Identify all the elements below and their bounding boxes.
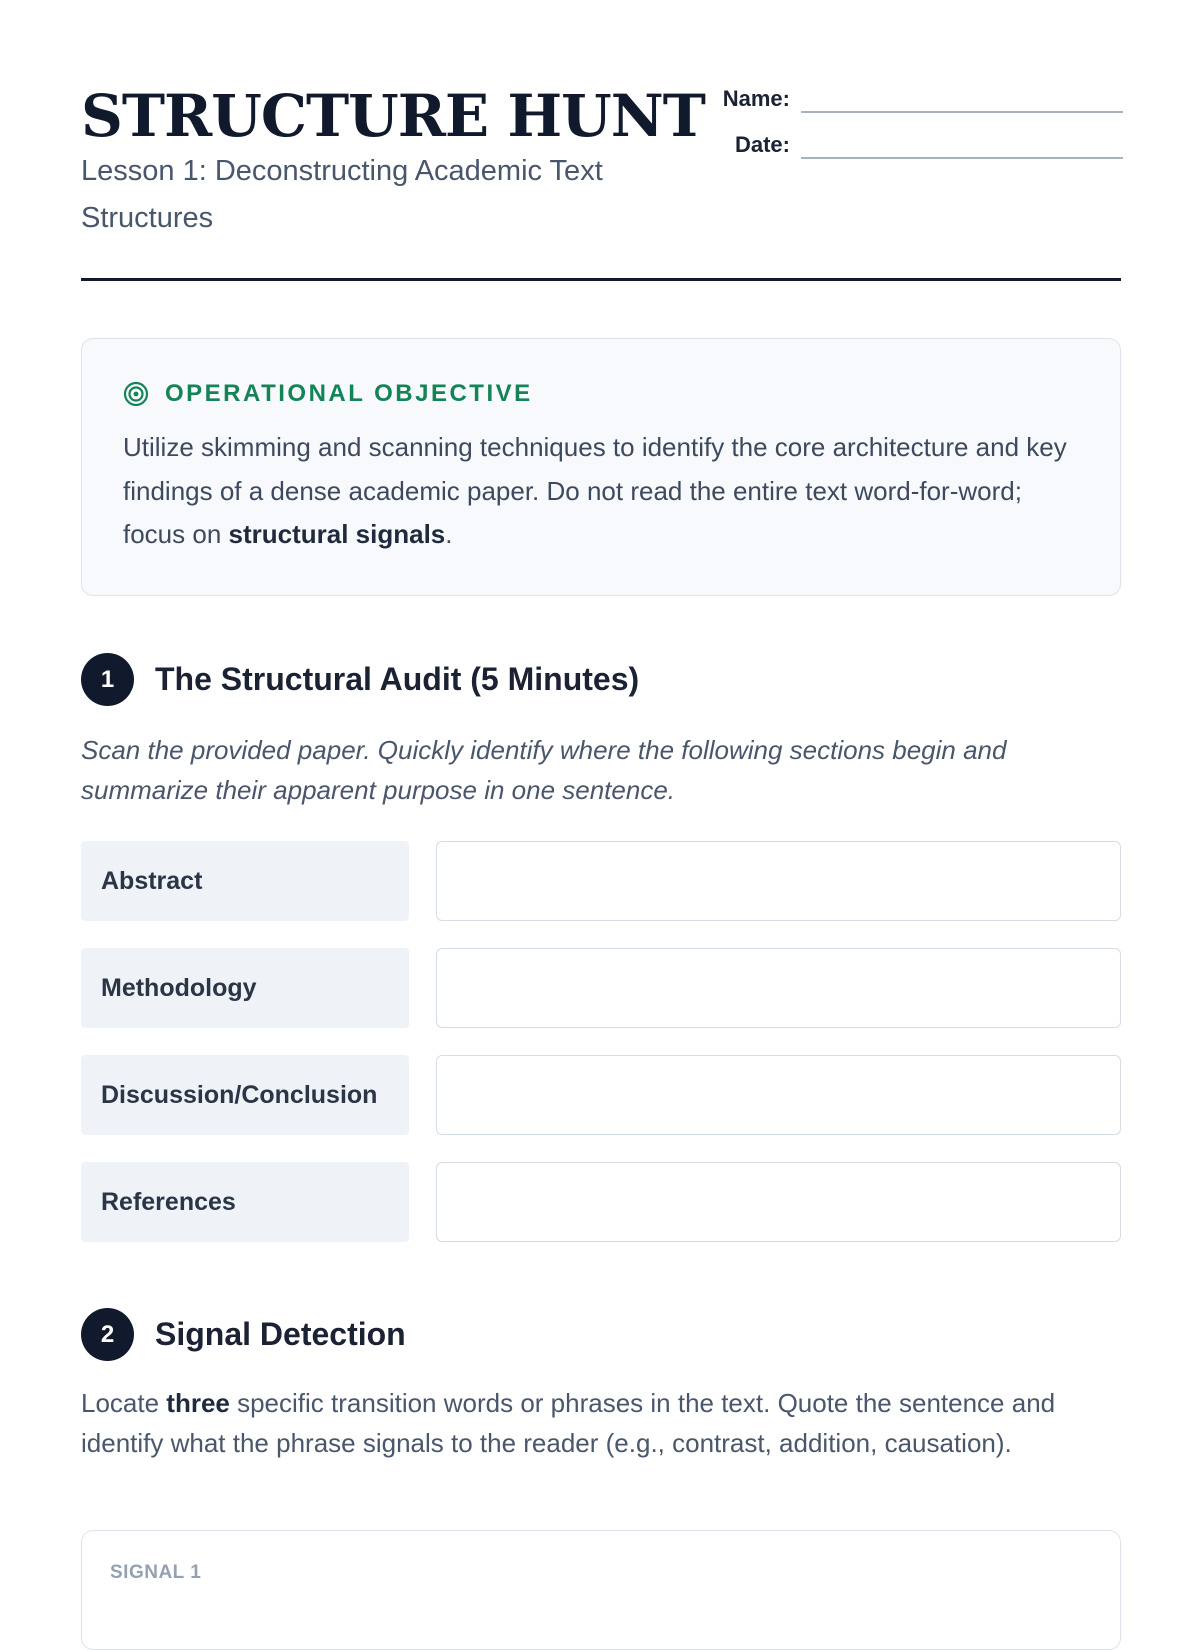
section-2-instructions-end: specific transition words or phrases in the text. Quote the sentence and identify what the phrase signals to the reader (e.g., contrast, addition, causation). <box>81 1388 1056 1458</box>
objective-text-bold: structural signals <box>228 519 446 549</box>
audit-row-abstract <box>81 841 1121 921</box>
methodology-answer-field[interactable] <box>436 948 1121 1028</box>
section-2-instructions-bold: three <box>166 1388 230 1418</box>
section-2-header <box>81 1307 1121 1361</box>
objective-text-end: . <box>445 519 453 549</box>
objective-text-start: Utilize skimming and scanning techniques to identify the core architecture and key findings of a dense academic paper. Do not read the entire text word-for-word; focus on <box>123 432 1067 549</box>
discussion-answer-field[interactable] <box>436 1055 1121 1135</box>
section-2-instructions <box>81 1383 1121 1463</box>
audit-label: References <box>81 1162 409 1242</box>
name-row <box>693 84 1123 114</box>
date-field[interactable] <box>801 157 1123 159</box>
references-answer-field[interactable] <box>436 1162 1121 1242</box>
date-row <box>693 130 1123 160</box>
abstract-answer-field[interactable] <box>436 841 1121 921</box>
target-icon <box>123 381 149 407</box>
section-1-instructions: Scan the provided paper. Quickly identify where the following sections begin and summarize their apparent purpose in one sentence. <box>81 735 1007 805</box>
audit-label: Discussion/Conclusion <box>81 1055 409 1135</box>
audit-label: Methodology <box>81 948 409 1028</box>
name-label: Name: <box>722 86 790 111</box>
section-number-badge: 1 <box>81 653 134 706</box>
worksheet-header <box>81 84 1121 284</box>
audit-row-discussion <box>81 1055 1121 1135</box>
section-1-header <box>81 652 1121 706</box>
objective-text <box>123 426 1083 557</box>
page-title: STRUCTURE HUNT <box>81 82 705 150</box>
section-number-badge: 2 <box>81 1308 134 1361</box>
header-divider <box>81 278 1121 281</box>
objective-box <box>81 338 1121 596</box>
page-subtitle: Lesson 1: Deconstructing Academic Text Structures <box>81 155 603 234</box>
section-1-title: The Structural Audit (5 Minutes) <box>155 661 640 697</box>
signal-label: SIGNAL 1 <box>110 1562 202 1583</box>
audit-row-methodology <box>81 948 1121 1028</box>
signal-card[interactable] <box>81 1530 1121 1650</box>
date-label: Date: <box>734 132 790 157</box>
name-field[interactable] <box>801 111 1123 113</box>
section-2-title: Signal Detection <box>155 1316 406 1352</box>
audit-label: Abstract <box>81 841 409 921</box>
objective-title: OPERATIONAL OBJECTIVE <box>165 380 533 407</box>
worksheet-page <box>81 0 1121 1600</box>
audit-row-references <box>81 1162 1121 1242</box>
section-2-instructions-start: Locate <box>81 1388 167 1418</box>
